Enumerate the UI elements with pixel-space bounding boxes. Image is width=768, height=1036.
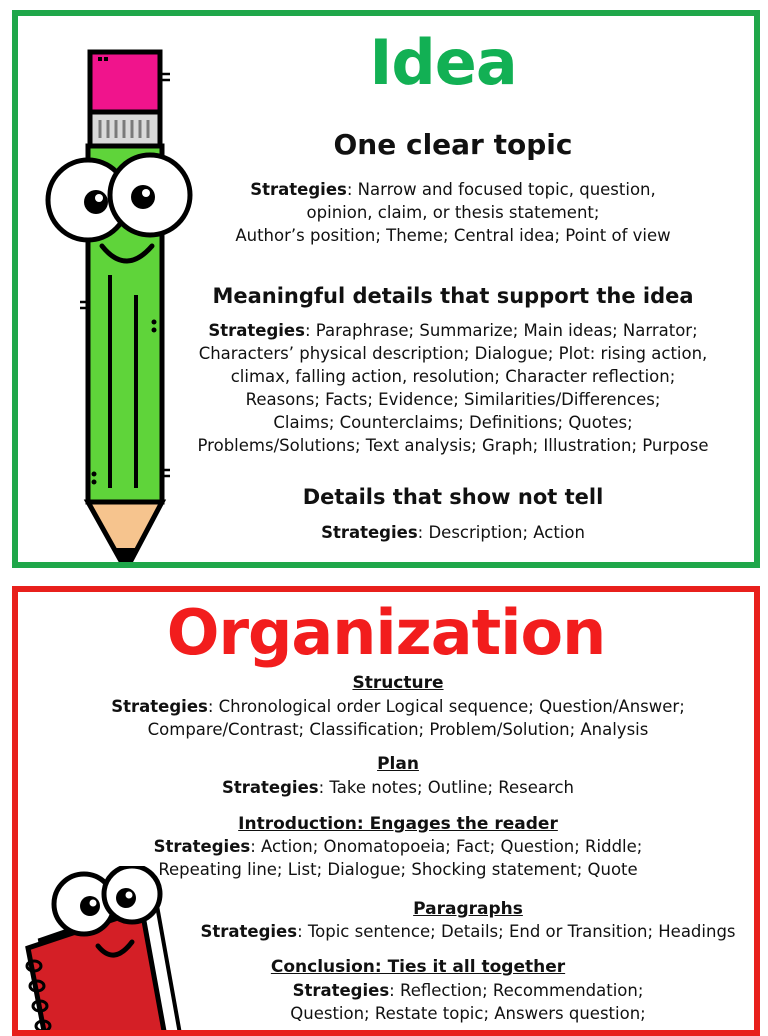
strategies-text: Problems/Solutions; Text analysis; Graph; Illustration; Purpose <box>197 436 709 455</box>
strategies-text: : Action; Onomatopoeia; Fact; Question; Riddle; <box>250 837 643 856</box>
strategies-label: Strategies <box>200 922 298 941</box>
strategies-text: : Description; Action <box>417 523 585 542</box>
strategies-text: : Narrow and focused topic, question, <box>346 180 656 199</box>
strategies-label: Strategies <box>222 778 319 797</box>
strategies-meaningful-details <box>158 319 748 457</box>
strategies-text: Characters’ physical description; Dialogue; Plot: rising action, <box>198 344 708 363</box>
strategies-text: Repeating line; List; Dialogue; Shocking statement; Quote <box>158 860 638 879</box>
section-heading-paragraphs: Paragraphs <box>413 899 523 919</box>
strategies-paragraphs <box>178 920 758 943</box>
section-heading-introduction: Introduction: Engages the reader <box>238 814 558 834</box>
section-heading-plan: Plan <box>377 754 419 774</box>
strategies-label: Strategies <box>111 697 208 716</box>
strategies-text: : Chronological order Logical sequence; Question/Answer; <box>207 697 685 716</box>
strategies-text: : Paraphrase; Summarize; Main ideas; Narrator; <box>304 321 698 340</box>
strategies-conclusion <box>178 979 758 1025</box>
organization-card <box>12 586 760 1036</box>
organization-title: Organization <box>166 596 606 669</box>
strategies-text: : Reflection; Recommendation; <box>389 981 644 1000</box>
notebook-character-icon <box>18 866 193 1036</box>
strategies-text: : Take notes; Outline; Research <box>318 778 574 797</box>
strategies-text: Compare/Contrast; Classification; Problem/Solution; Analysis <box>147 720 649 739</box>
strategies-plan <box>38 776 758 799</box>
strategies-introduction <box>38 835 758 881</box>
strategies-show-not-tell <box>158 521 748 544</box>
strategies-text: Claims; Counterclaims; Definitions; Quotes; <box>273 413 633 432</box>
strategies-label: Strategies <box>250 180 347 199</box>
strategies-label: Strategies <box>292 981 390 1000</box>
section-heading-show-not-tell: Details that show not tell <box>302 485 604 509</box>
strategies-text: : Topic sentence; Details; End or Transition; Headings <box>297 922 736 941</box>
strategies-text: opinion, claim, or thesis statement; <box>306 203 600 222</box>
strategies-text: Reasons; Facts; Evidence; Similarities/Differences; <box>245 390 661 409</box>
section-heading-structure: Structure <box>352 673 444 693</box>
strategies-text: climax, falling action, resolution; Character reflection; <box>230 367 676 386</box>
strategies-structure <box>38 695 758 741</box>
strategies-label: Strategies <box>208 321 305 340</box>
idea-title: Idea <box>369 26 517 99</box>
strategies-text: Question; Restate topic; Answers question; <box>290 1004 646 1023</box>
strategies-label: Strategies <box>321 523 418 542</box>
idea-card <box>12 10 760 568</box>
strategies-label: Strategies <box>153 837 251 856</box>
section-heading-conclusion: Conclusion: Ties it all together <box>270 957 566 977</box>
strategies-text: Author’s position; Theme; Central idea; Point of view <box>235 226 671 245</box>
section-heading-meaningful-details: Meaningful details that support the idea <box>212 284 694 308</box>
strategies-one-clear-topic <box>158 178 748 247</box>
section-heading-one-clear-topic: One clear topic <box>333 128 573 161</box>
